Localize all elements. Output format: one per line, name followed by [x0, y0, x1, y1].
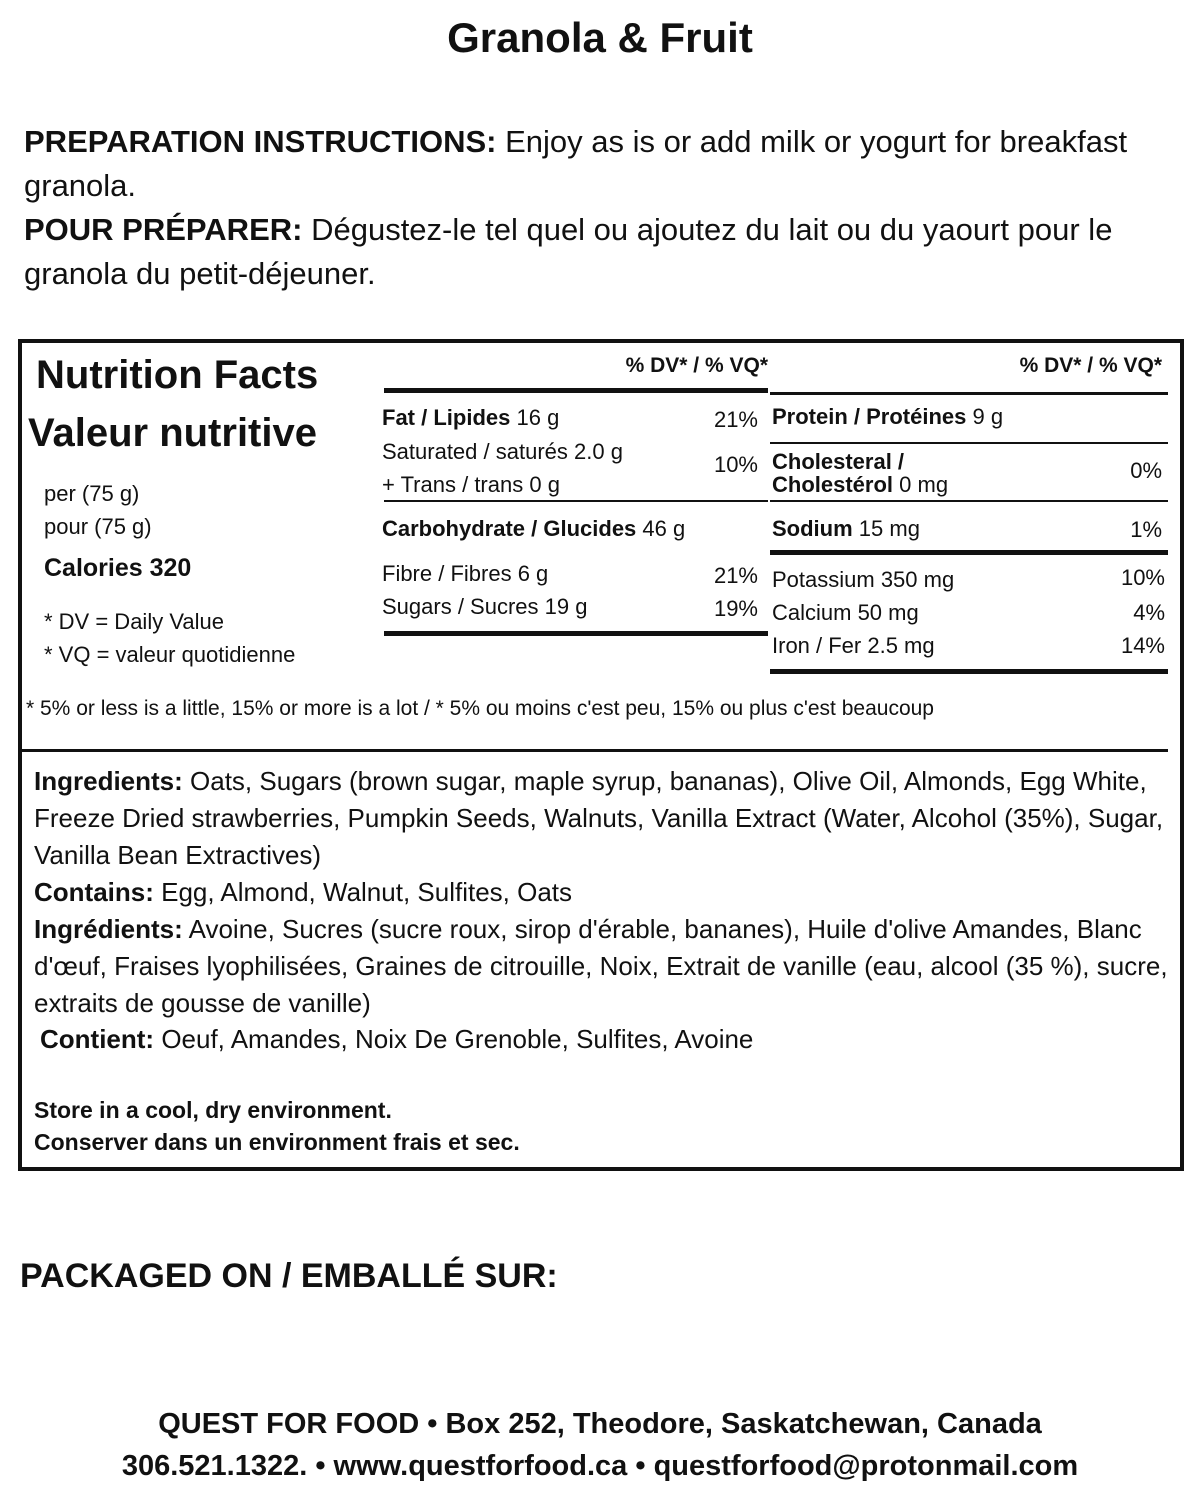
rule-right-1	[770, 442, 1168, 444]
cholesterol-row	[772, 473, 948, 497]
sodium-amount: 15 mg	[858, 516, 920, 541]
contains-fr-text: Oeuf, Amandes, Noix De Grenoble, Sulfites, Avoine	[154, 1024, 754, 1054]
ingredients-en-label: Ingredients:	[34, 766, 183, 796]
ingredients-en-text: Oats, Sugars (brown sugar, maple syrup, bananas), Olive Oil, Almonds, Egg White, Freeze Dried strawberries, Pumpkin Seeds, Walnuts, Vanilla Extract (Water, Alcohol (35%), Sugar, Vanilla Bean Extractives)	[34, 766, 1164, 870]
fat-row	[382, 405, 559, 431]
sugars-pct: 19%	[713, 596, 758, 621]
saturated-row: Saturated / saturés 2.0 g	[382, 439, 623, 464]
carb-label: Carbohydrate / Glucides	[382, 516, 637, 541]
footer-address: QUEST FOR FOOD • Box 252, Theodore, Saskatchewan, Canada	[158, 1408, 1042, 1440]
protein-amount: 9 g	[972, 404, 1004, 429]
serving-size-en: per (75 g)	[44, 481, 140, 506]
nutrition-title-fr: Valeur nutritive	[28, 411, 317, 455]
potassium-row: Potassium 350 mg	[772, 567, 955, 592]
rule-left-bottom	[384, 631, 768, 636]
ingredients-fr-text: Avoine, Sucres (sucre roux, sirop d'érable, bananes), Huile d'olive Amandes, Blanc d'œuf, Fraises lyophilisées, Graines de citrouille, Noix, Extrait de vanille (eau, alcool (35 %), sucre, extraits de gousse de vanille)	[34, 914, 1168, 1018]
potassium-pct: 10%	[1120, 565, 1165, 590]
rule-left-top	[384, 388, 768, 393]
rule-right-top	[770, 392, 1168, 395]
rule-ingredients	[22, 749, 1168, 752]
cholesterol-label-2: Cholestérol	[772, 472, 894, 497]
iron-pct: 14%	[1120, 633, 1165, 658]
nutrition-panel	[18, 339, 1184, 1171]
calcium-row: Calcium 50 mg	[772, 600, 919, 625]
contains-en	[34, 874, 1174, 911]
rule-right-2	[770, 500, 1168, 502]
protein-label: Protein / Protéines	[772, 404, 967, 429]
footer-contact: 306.521.1322. • www.questforfood.ca • questforfood@protonmail.com	[121, 1450, 1079, 1482]
fibre-row: Fibre / Fibres 6 g	[382, 561, 549, 586]
protein-row	[772, 404, 1003, 430]
trans-row: + Trans / trans 0 g	[382, 472, 560, 497]
preparation-en-text: Enjoy as is or add milk or yogurt for breakfast granola.	[24, 124, 1128, 203]
sodium-pct: 1%	[1130, 517, 1162, 542]
dv-note: * DV = Daily Value	[44, 609, 224, 634]
ingredients-en	[34, 763, 1174, 874]
calcium-pct: 4%	[1133, 600, 1165, 625]
cholesterol-pct: 0%	[1130, 458, 1162, 483]
serving-size-fr: pour (75 g)	[44, 514, 152, 539]
storage-fr: Conserver dans un environment frais et sec.	[34, 1129, 520, 1155]
contains-fr	[40, 1021, 1180, 1058]
storage-en: Store in a cool, dry environment.	[34, 1097, 392, 1123]
fat-pct: 21%	[713, 407, 758, 432]
dv-header-left: % DV* / % VQ*	[625, 354, 768, 377]
ingredients-fr-label: Ingrédients:	[34, 914, 183, 944]
preparation-fr-label: POUR PRÉPARER:	[24, 212, 303, 247]
preparation-en	[24, 120, 1174, 208]
vq-note: * VQ = valeur quotidienne	[44, 642, 296, 667]
ingredients-fr	[34, 911, 1174, 1022]
product-title: Granola & Fruit	[447, 14, 753, 61]
fibre-pct: 21%	[713, 563, 758, 588]
sat-trans-pct: 10%	[713, 452, 758, 477]
dv-footnote: * 5% or less is a little, 15% or more is a lot / * 5% ou moins c'est peu, 15% ou plus c'est beaucoup	[26, 697, 934, 720]
cholesterol-label-1: Cholesteral /	[772, 449, 905, 474]
calories	[44, 554, 191, 583]
contains-en-text: Egg, Almond, Walnut, Sulfites, Oats	[153, 877, 573, 907]
rule-right-3	[770, 550, 1168, 555]
contains-en-label: Contains:	[34, 877, 154, 907]
preparation-en-label: PREPARATION INSTRUCTIONS:	[24, 124, 497, 159]
preparation-fr	[24, 208, 1174, 296]
rule-left-1	[384, 500, 768, 502]
packaged-on-label: PACKAGED ON / EMBALLÉ SUR:	[20, 1257, 558, 1295]
sodium-row	[772, 516, 920, 542]
cholesterol-amount: 0 mg	[899, 472, 949, 497]
fat-amount: 16 g	[516, 405, 560, 430]
sugars-row: Sugars / Sucres 19 g	[382, 594, 588, 619]
iron-row: Iron / Fer 2.5 mg	[772, 633, 935, 658]
calories-label: Calories	[44, 554, 143, 582]
calories-value: 320	[149, 554, 192, 582]
rule-right-bottom	[770, 669, 1168, 674]
nutrition-title-en: Nutrition Facts	[36, 353, 319, 397]
contains-fr-label: Contient:	[40, 1024, 155, 1054]
dv-header-right: % DV* / % VQ*	[1019, 354, 1162, 377]
carb-row	[382, 516, 685, 542]
fat-label: Fat / Lipides	[382, 405, 511, 430]
carb-amount: 46 g	[642, 516, 686, 541]
sodium-label: Sodium	[772, 516, 853, 541]
preparation-fr-text: Dégustez-le tel quel ou ajoutez du lait ou du yaourt pour le granola du petit-déjeuner.	[24, 212, 1113, 291]
